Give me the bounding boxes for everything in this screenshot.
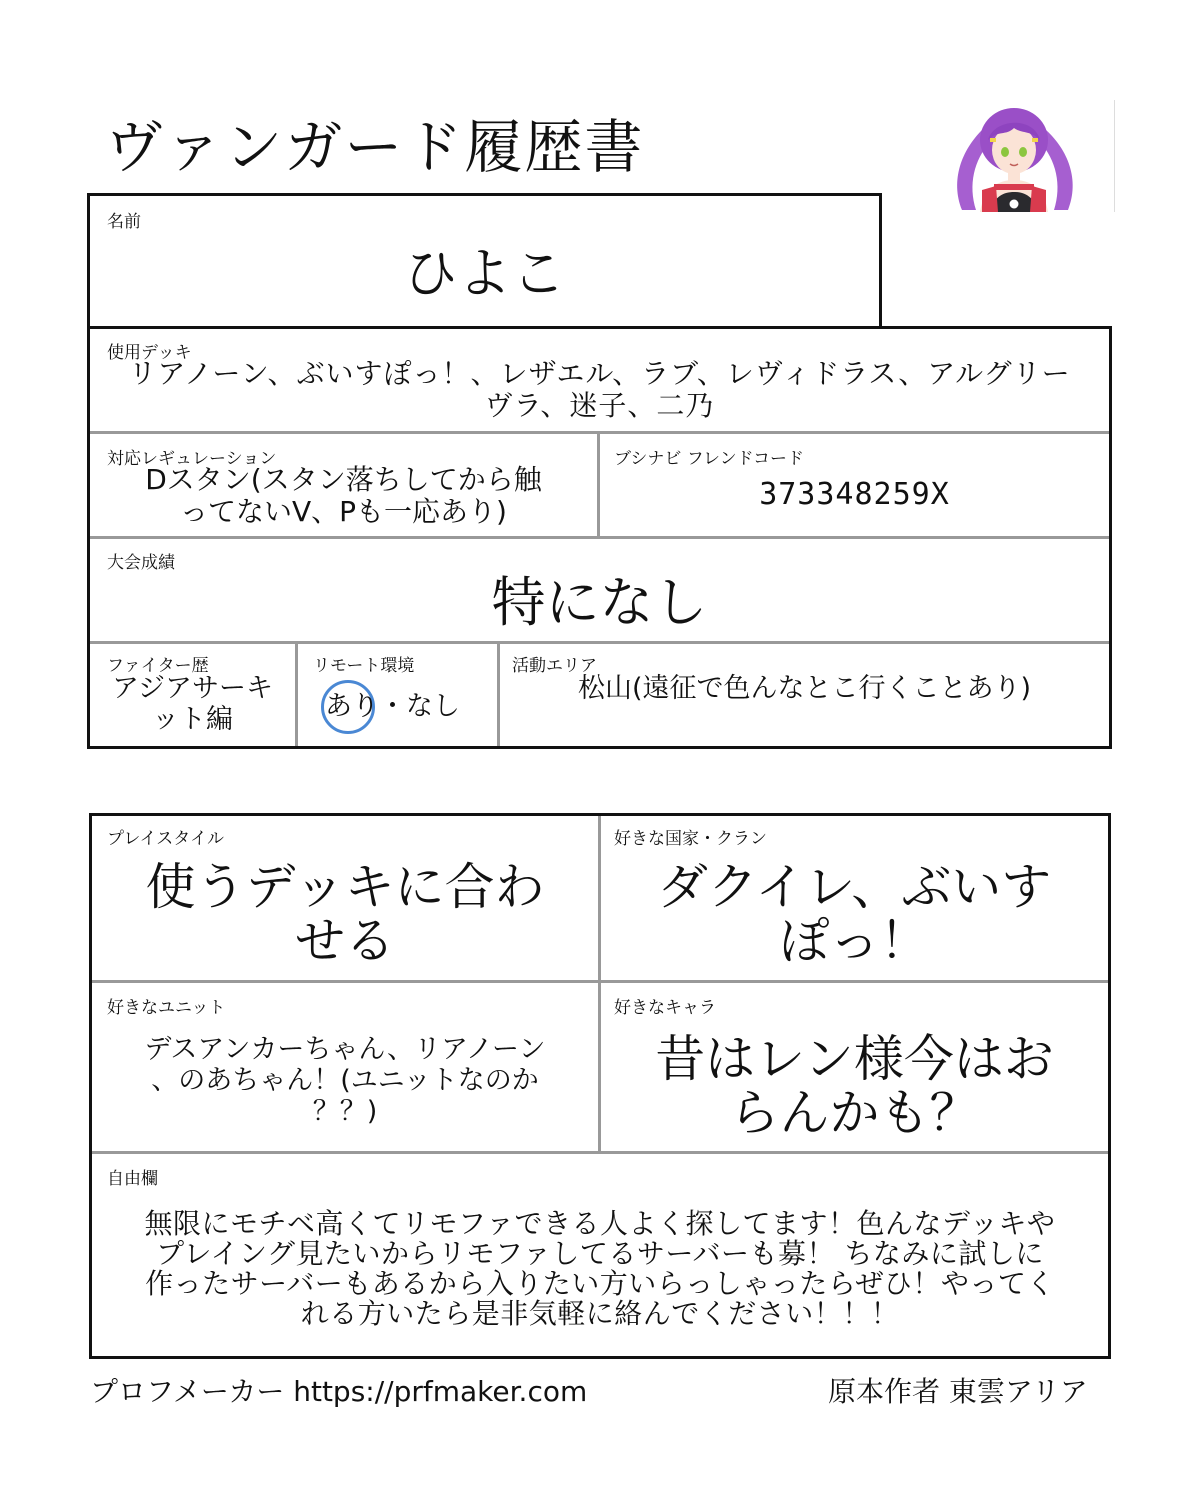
regulation-line: ってないV、Pも一応あり) <box>180 495 507 528</box>
upper-border <box>87 326 1112 329</box>
upper-border <box>87 746 1112 749</box>
remote-option-no[interactable]: なし <box>406 691 460 722</box>
playstyle-line: 使うデッキに合わ <box>145 858 545 916</box>
remote-label: リモート環境 <box>313 656 415 676</box>
regulation-label: 対応レギュレーション <box>107 449 277 469</box>
nation-line: ダクイレ、ぶいす <box>657 858 1052 916</box>
result-label: 大会成績 <box>107 553 175 573</box>
result-value: 特になし <box>491 571 708 634</box>
chara-line: らんかも？ <box>729 1084 980 1142</box>
regulation-line: Dスタン(スタン落ちしてから触 <box>145 463 542 496</box>
fighter-line: ット編 <box>152 704 233 735</box>
unit-label: 好きなユニット <box>107 998 226 1018</box>
name-value: ひよこ <box>403 242 566 305</box>
fighter-line: アジアサーキ <box>112 673 273 704</box>
remote-option-yes[interactable]: あり <box>325 691 379 722</box>
free-label: 自由欄 <box>107 1169 158 1189</box>
deck-label: 使用デッキ <box>107 343 192 363</box>
free-line: れる方いたら是非気軽に絡んでください！！！ <box>300 1297 900 1330</box>
row-divider <box>92 1151 1108 1154</box>
free-line: 作ったサーバーもあるから入りたい方いらっしゃったらぜひ！やってく <box>145 1267 1055 1300</box>
footer-author: 原本作者 東雲アリア <box>828 1375 1088 1408</box>
area-label: 活動エリア <box>512 656 597 676</box>
page-title: ヴァンガード履歴書 <box>105 113 645 181</box>
remote-separator: ・ <box>379 691 406 722</box>
friend-code-label: ブシナビ フレンドコード <box>614 449 804 469</box>
col-divider <box>295 644 298 746</box>
chara-label: 好きなキャラ <box>614 998 716 1018</box>
nation-line: ぽっ！ <box>779 912 930 970</box>
lower-border <box>1108 813 1111 1359</box>
footer-maker: プロフメーカー https://prfmaker.com <box>90 1375 588 1408</box>
unit-line: デスアンカーちゃん、リアノーン <box>144 1034 546 1065</box>
unit-line: ？？) <box>312 1096 378 1127</box>
unit-line: 、のあちゃん！(ユニットなのか <box>151 1065 539 1096</box>
character-illustration <box>942 100 1114 212</box>
row-divider <box>90 536 1109 539</box>
free-line: プレイング見たいからリモファしてるサーバーも募！ ちなみに試しに <box>156 1237 1044 1270</box>
upper-border <box>879 193 882 329</box>
remote-options <box>325 692 460 722</box>
lower-border <box>89 1356 1111 1359</box>
name-label: 名前 <box>107 212 141 232</box>
deck-line: ヴラ、迷子、二乃 <box>484 389 715 422</box>
chara-line: 昔はレン様今はお <box>655 1030 1054 1088</box>
character-avatar <box>942 100 1115 212</box>
friend-code-value: 373348259X <box>759 477 950 512</box>
deck-line: リアノーン、ぶいすぽっ！、レザエル、ラブ、レヴィドラス、アルグリー <box>128 357 1071 390</box>
nation-label: 好きな国家・クラン <box>614 829 767 849</box>
upper-border <box>87 193 882 196</box>
row-divider <box>90 641 1109 644</box>
area-value: 松山(遠征で色んなとこ行くことあり) <box>577 673 1032 704</box>
free-line: 無限にモチベ高くてリモファできる人よく探してます！色んなデッキや <box>144 1207 1056 1240</box>
playstyle-line: せる <box>295 912 395 970</box>
fighter-label: ファイター歴 <box>107 656 209 676</box>
upper-border <box>1109 326 1112 749</box>
playstyle-label: プレイスタイル <box>107 829 224 849</box>
